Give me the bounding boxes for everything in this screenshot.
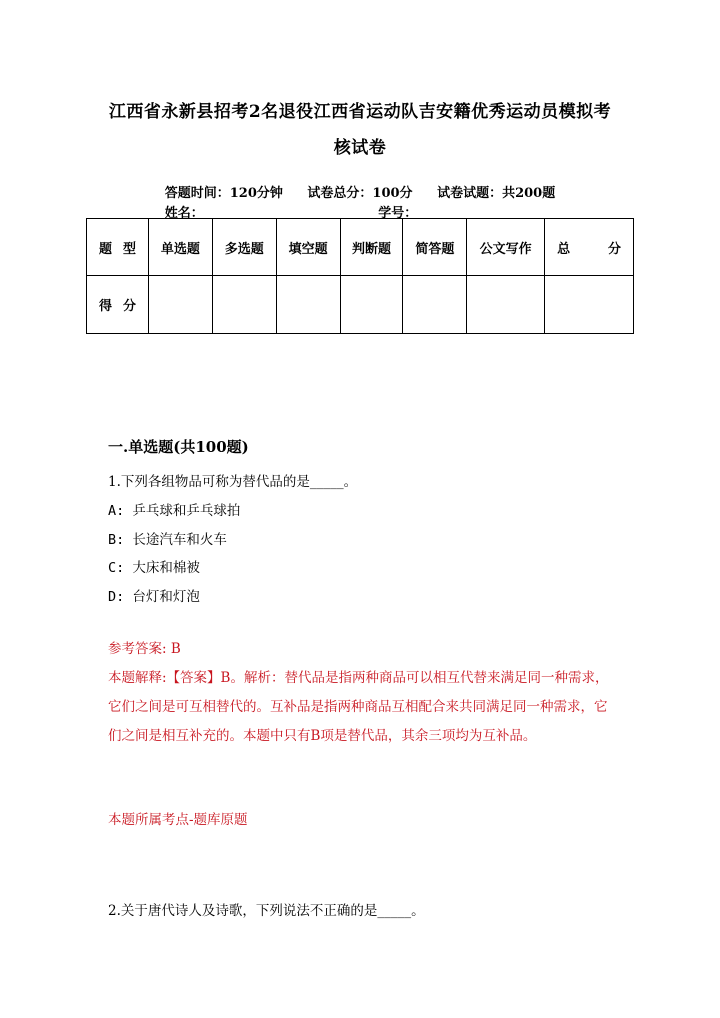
header-cell: 单选题 [148, 219, 212, 276]
question-1-option-c: C: 大床和棉被 [108, 560, 200, 576]
name-blank [224, 205, 334, 219]
question-1-option-d: D: 台灯和灯泡 [108, 589, 200, 605]
total-score: 试卷总分：100分 [307, 186, 413, 201]
question-1-option-b: B: 长途汽车和火车 [108, 532, 227, 548]
header-cell: 判断题 [340, 219, 403, 276]
question-count: 试卷试题：共200题 [437, 186, 556, 201]
id-blank [437, 205, 555, 219]
question-2-stem: 2.关于唐代诗人及诗歌，下列说法不正确的是_____。 [108, 903, 425, 919]
header-cell-type: 题 型 [87, 219, 149, 276]
score-cell [467, 276, 545, 334]
score-cell [212, 276, 276, 334]
question-1-answer: 参考答案: B [108, 641, 181, 657]
question-1-explanation: 本题解释:【答案】B。解析：替代品是指两种商品可以相互代替来满足同一种需求，它们之间是可互相替代的。互补品是指两种商品互相配合来共同满足同一种需求，它们之间是相互补充的。本题中只有B项是替代品，其余三项均为互补品。 [108, 670, 609, 744]
score-cell [545, 276, 634, 334]
id-label: 学号： [378, 206, 418, 221]
score-table-score-row [87, 276, 634, 334]
section-title: 一.单选题(共100题) [108, 438, 249, 456]
row-label-score: 得 分 [87, 276, 149, 334]
question-1-option-a: A: 乒乓球和乒乓球拍 [108, 503, 241, 519]
exam-title-line-2: 核试卷 [333, 138, 387, 158]
score-table [86, 218, 634, 334]
header-cell: 简答题 [403, 219, 467, 276]
name-label: 姓名： [164, 206, 204, 221]
score-cell [276, 276, 340, 334]
score-cell [340, 276, 403, 334]
question-1-source: 本题所属考点-题库原题 [108, 812, 248, 828]
header-cell-total: 总 分 [545, 219, 634, 276]
question-1-stem: 1.下列各组物品可称为替代品的是_____。 [108, 474, 358, 490]
header-cell: 公文写作 [467, 219, 545, 276]
exam-title-line-1: 江西省永新县招考2名退役江西省运动队吉安籍优秀运动员模拟考 [108, 102, 612, 122]
score-cell [148, 276, 212, 334]
score-cell [403, 276, 467, 334]
exam-meta [0, 182, 720, 201]
header-cell: 多选题 [212, 219, 276, 276]
answer-time: 答题时间：120分钟 [164, 186, 283, 201]
header-cell: 填空题 [276, 219, 340, 276]
score-table-header-row [87, 219, 634, 276]
